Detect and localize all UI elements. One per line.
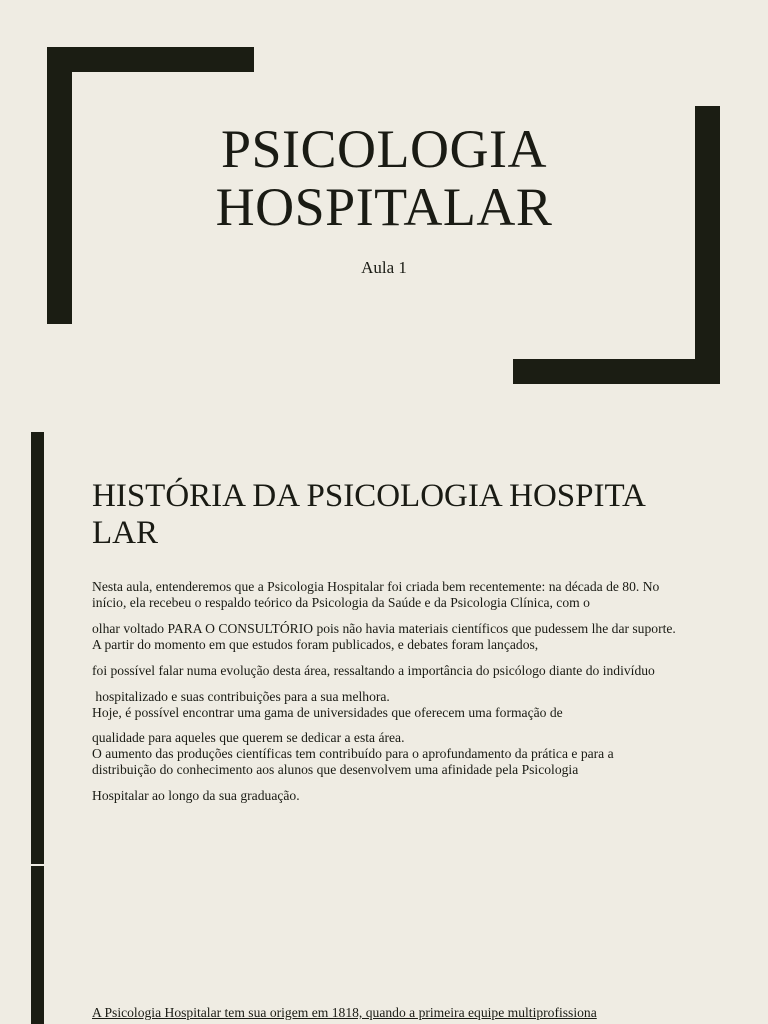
left-accent-bar-lower [31,866,44,1024]
body-line: distribuição do conhecimento aos alunos que desenvolvem uma afinidade pela Psicologia [92,762,579,777]
left-accent-bar [31,432,44,864]
slide-subtitle: Aula 1 [361,258,407,277]
section-heading-line-1: HISTÓRIA DA PSICOLOGIA HOSPITA [92,478,646,514]
section-heading-line-2: LAR [92,515,158,551]
top-left-corner-bracket-horizontal [47,47,254,72]
section-heading [92,478,732,552]
body-line: início, ela recebeu o respaldo teórico da Psicologia da Saúde e da Psicologia Clínica, com o [92,595,590,610]
body-line: Hospitalar ao longo da sua graduação. [92,788,300,803]
body-line: olhar voltado PARA O CONSULTÓRIO pois não havia materiais científicos que pudessem lhe dar suporte. [92,621,676,636]
body-line: foi possível falar numa evolução desta área, ressaltando a importância do psicólogo diante do indivíduo [92,663,655,678]
slide-title [0,120,768,236]
bottom-right-corner-bracket-horizontal [513,359,720,384]
body-paragraphs [92,579,732,804]
body-line: O aumento das produções científicas tem contribuído para o aprofundamento da prática e para a [92,746,614,761]
title-slide [0,0,768,432]
content-slide [0,432,768,1024]
body-line: qualidade para aqueles que querem se dedicar a esta área. [92,730,405,745]
body-line: Hoje, é possível encontrar uma gama de universidades que oferecem uma formação de [92,705,563,720]
slide-title-line-2: HOSPITALAR [215,177,553,237]
body-line: Nesta aula, entenderemos que a Psicologia Hospitalar foi criada bem recentemente: na década de 80. No [92,579,660,594]
body-line: A partir do momento em que estudos foram publicados, e debates foram lançados, [92,637,539,652]
slide-title-line-1: PSICOLOGIA [220,119,548,179]
next-paragraph-link: A Psicologia Hospitalar tem sua origem em 1818, quando a primeira equipe multiprofissiona [92,1005,597,1020]
body-line: hospitalizado e suas contribuições para a sua melhora. [92,689,390,704]
